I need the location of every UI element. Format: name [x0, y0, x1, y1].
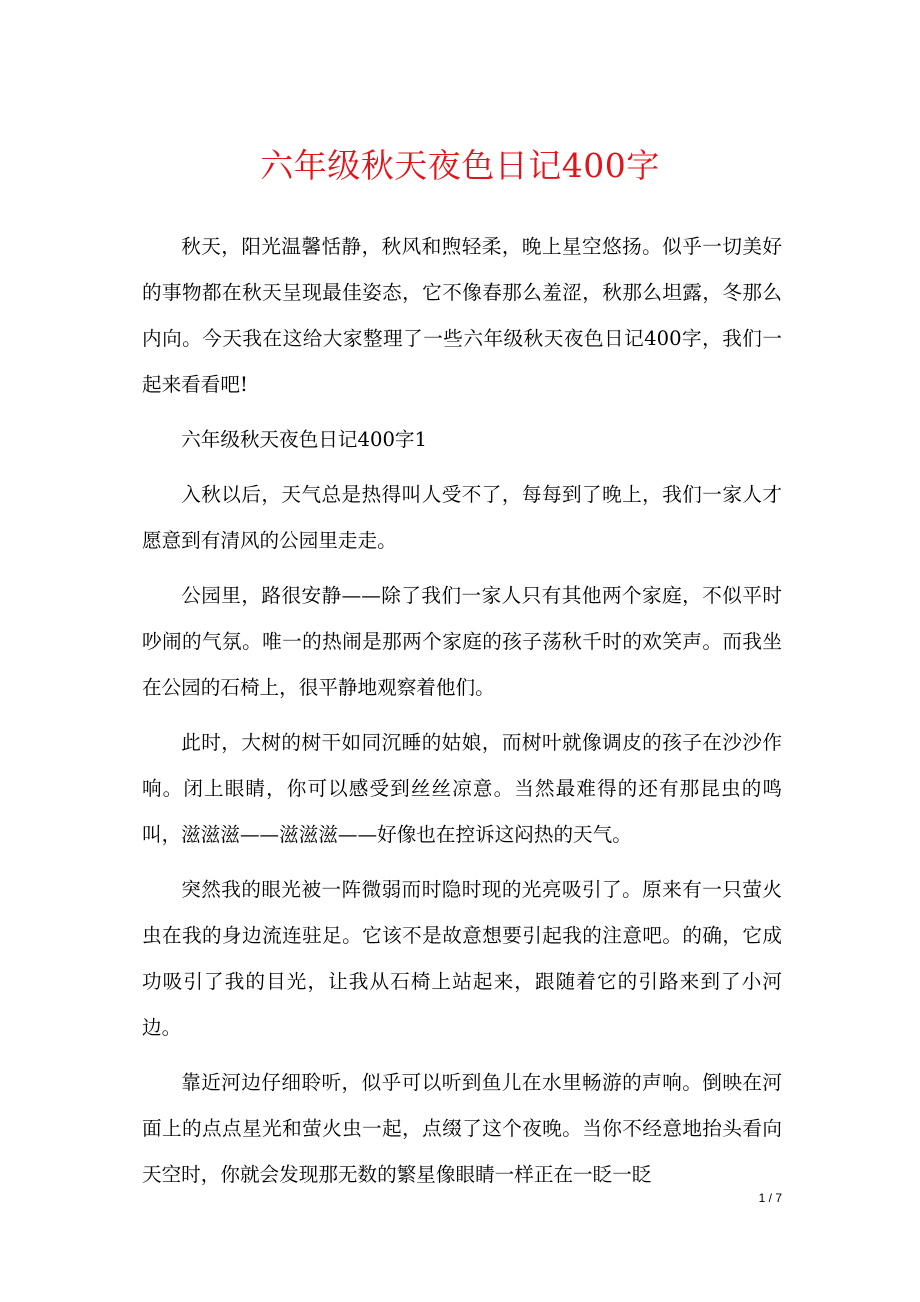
- body-paragraph: 此时，大树的树干如同沉睡的姑娘，而树叶就像调皮的孩子在沙沙作响。闭上眼睛，你可以感受到丝丝凉意。当然最难得的还有那昆虫的鸣叫，滋滋滋——滋滋滋——好像也在控诉这闷热的天气。: [142, 731, 782, 846]
- body-paragraph: 公园里，路很安静——除了我们一家人只有其他两个家庭，不似平时吵闹的气氛。唯一的热闹是那两个家庭的孩子荡秋千时的欢笑声。而我坐在公园的石椅上，很平静地观察着他们。: [142, 584, 782, 699]
- page-number: 1 / 7: [758, 1191, 782, 1205]
- section-heading: 六年级秋天夜色日记400字1: [181, 428, 427, 451]
- body-paragraph: 突然我的眼光被一阵微弱而时隐时现的光亮吸引了。原来有一只萤火虫在我的身边流连驻足。它该不是故意想要引起我的注意吧。的确，它成功吸引了我的目光，让我从石椅上站起来，跟随着它的引路来到了小河边。: [142, 878, 782, 1039]
- document-body: [142, 224, 782, 1207]
- intro-paragraph: 秋天，阳光温馨恬静，秋风和煦轻柔，晚上星空悠扬。似乎一切美好的事物都在秋天呈现最佳姿态，它不像春那么羞涩，秋那么坦露，冬那么内向。今天我在这给大家整理了一些六年级秋天夜色日记400字，我们一起来看看吧!: [142, 235, 782, 396]
- body-paragraph: 靠近河边仔细聆听，似乎可以听到鱼儿在水里畅游的声响。倒映在河面上的点点星光和萤火虫一起，点缀了这个夜晚。当你不经意地抬头看向天空时，你就会发现那无数的繁星像眼睛一样正在一眨一眨: [142, 1071, 782, 1186]
- page-title: 六年级秋天夜色日记400字: [260, 146, 660, 185]
- body-paragraph: 入秋以后，天气总是热得叫人受不了，每每到了晚上，我们一家人才愿意到有清风的公园里走走。: [142, 483, 782, 552]
